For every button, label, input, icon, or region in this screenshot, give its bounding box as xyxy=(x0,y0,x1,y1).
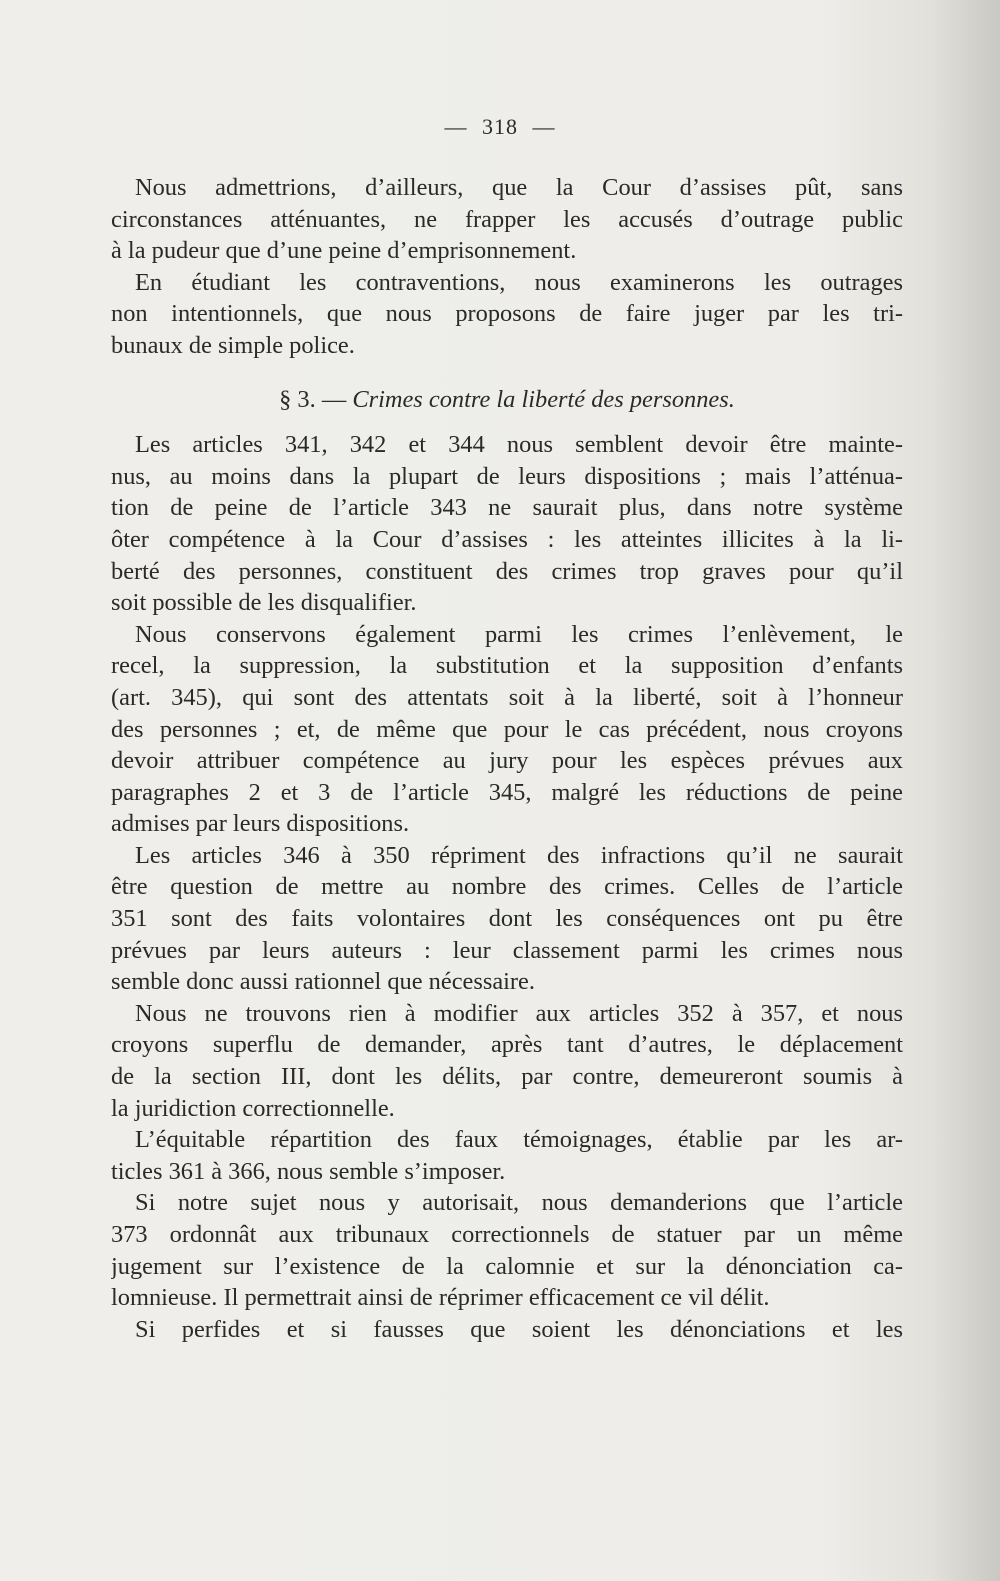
text-line: à la pudeur que d’une peine d’emprisonnement. xyxy=(111,237,577,265)
text-line: être question de mettre au nombre des crimes. Celles de l’article xyxy=(111,873,903,901)
section-title: Crimes contre la liberté des personnes. xyxy=(352,385,735,413)
text-line: Nous conservons également parmi les crimes l’enlèvement, le xyxy=(135,620,903,648)
text-line: L’équitable répartition des faux témoignages, établie par les ar- xyxy=(135,1126,903,1154)
text-line: Nous ne trouvons rien à modifier aux articles 352 à 357, et nous xyxy=(135,999,903,1027)
text-line: bunaux de simple police. xyxy=(111,331,355,359)
paragraph xyxy=(111,998,903,1124)
text-line: (art. 345), qui sont des attentats soit à la liberté, soit à l’honneur xyxy=(111,683,903,711)
text-line: 373 ordonnât aux tribunaux correctionnels de statuer par un même xyxy=(111,1221,903,1248)
text-line: des personnes ; et, de même que pour le cas précédent, nous croyons xyxy=(111,715,903,743)
section-heading xyxy=(111,384,903,416)
text-line: tion de peine de l’article 343 ne saurait plus, dans notre système xyxy=(111,494,903,522)
text-line: paragraphes 2 et 3 de l’article 345, malgré les réductions de peine xyxy=(111,778,903,806)
text-line: 351 sont des faits volontaires dont les conséquences ont pu être xyxy=(111,905,903,933)
text-line: admises par leurs dispositions. xyxy=(111,810,410,838)
text-line: devoir attribuer compétence au jury pour les espèces prévues aux xyxy=(111,747,903,775)
page-number: 318 xyxy=(482,114,518,139)
text-line: recel, la suppression, la substitution et la supposition d’enfants xyxy=(111,652,903,680)
text-line: berté des personnes, constituent des crimes trop graves pour qu’il xyxy=(111,557,903,585)
text-line: Nous admettrions, d’ailleurs, que la Cour d’assises pût, sans xyxy=(135,174,903,201)
text-line: Si perfides et si fausses que soient les dénonciations et les xyxy=(135,1315,903,1343)
page-header xyxy=(0,114,1000,140)
text-line: semble donc aussi rationnel que nécessaire. xyxy=(111,968,535,996)
text-line: non intentionnels, que nous proposons de faire juger par les tri- xyxy=(111,300,903,328)
text-line: soit possible de les disqualifier. xyxy=(111,589,417,617)
text-line: En étudiant les contraventions, nous examinerons les outrages xyxy=(135,268,903,296)
paragraph xyxy=(111,1187,903,1313)
text-line: jugement sur l’existence de la calomnie et sur la dénonciation ca- xyxy=(111,1252,903,1280)
paragraph xyxy=(111,840,903,998)
paragraph xyxy=(111,1124,903,1187)
text-line: la juridiction correctionnelle. xyxy=(111,1094,395,1122)
text-line: prévues par leurs auteurs : leur classement parmi les crimes nous xyxy=(111,936,903,964)
header-dash-left: — xyxy=(444,114,468,139)
section-number: § 3. xyxy=(279,385,316,413)
text-line: Les articles 341, 342 et 344 nous semblent devoir être mainte- xyxy=(135,431,903,459)
text-line: croyons superflu de demander, après tant d’autres, le déplacement xyxy=(111,1031,903,1059)
text-line: ticles 361 à 366, nous semble s’imposer. xyxy=(111,1157,506,1185)
section-dash: — xyxy=(321,385,347,413)
paragraph xyxy=(111,172,903,267)
text-line: Les articles 346 à 350 répriment des infractions qu’il ne saurait xyxy=(135,841,903,869)
paragraph xyxy=(111,619,903,840)
text-line: ôter compétence à la Cour d’assises : les atteintes illicites à la li- xyxy=(111,525,903,553)
text-line: circonstances atténuantes, ne frapper les accusés d’outrage public xyxy=(111,205,903,233)
header-dash-right: — xyxy=(532,114,556,139)
paragraph xyxy=(111,1314,903,1346)
paragraph xyxy=(111,429,903,619)
text-line: nus, au moins dans la plupart de leurs dispositions ; mais l’atténua- xyxy=(111,462,903,490)
page-body xyxy=(111,172,903,1345)
text-line: lomnieuse. Il permettrait ainsi de réprimer efficacement ce vil délit. xyxy=(111,1284,770,1312)
paragraph xyxy=(111,267,903,362)
text-line: Si notre sujet nous y autorisait, nous demanderions que l’article xyxy=(135,1189,903,1217)
text-line: de la section III, dont les délits, par contre, demeureront soumis à xyxy=(111,1063,903,1091)
